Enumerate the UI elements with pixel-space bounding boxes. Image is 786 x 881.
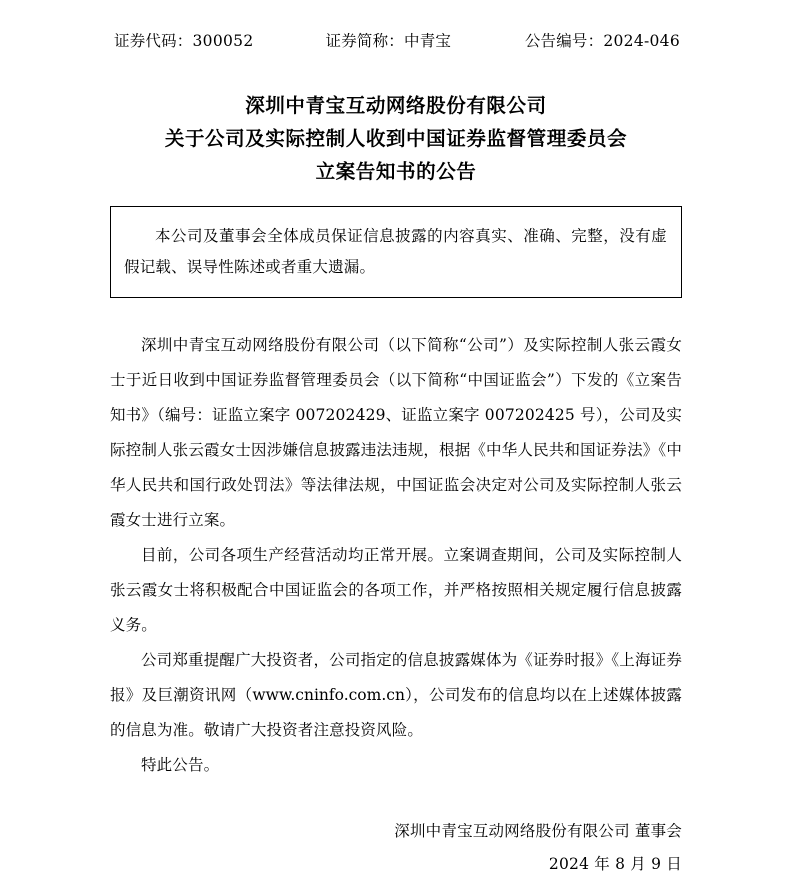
title-line-3: 立案告知书的公告 xyxy=(315,160,477,184)
stock-code-field xyxy=(114,30,254,53)
disclaimer-box xyxy=(110,206,682,298)
paragraph-operations-status: 目前，公司各项生产经营活动均正常开展。立案调查期间，公司及实际控制人张云霞女士将积极配合中国证监会的各项工作，并严格按照相关规定履行信息披露义务。 xyxy=(110,546,682,635)
title-line-2: 关于公司及实际控制人收到中国证券监督管理委员会 xyxy=(164,127,628,151)
announcement-number-label: 公告编号： xyxy=(524,32,604,50)
page-title xyxy=(110,89,682,188)
signature-entity: 深圳中青宝互动网络股份有限公司 董事会 xyxy=(394,822,682,841)
stock-code-label: 证券代码： xyxy=(114,32,193,50)
signature-block xyxy=(110,815,682,881)
announcement-number-field xyxy=(525,30,680,53)
document-header xyxy=(110,0,682,53)
closing-statement: 特此公告。 xyxy=(141,756,220,775)
cninfo-website: www.cninfo.com.cn xyxy=(252,686,405,705)
body-copy xyxy=(110,328,682,783)
stock-name-label: 证券简称： xyxy=(325,32,405,50)
page-content xyxy=(110,0,682,881)
disclaimer-text: 本公司及董事会全体成员保证信息披露的内容真实、准确、完整，没有虚假记载、误导性陈述或者重大遗漏。 xyxy=(124,227,667,277)
title-line-1: 深圳中青宝互动网络股份有限公司 xyxy=(245,94,547,118)
disclosure-media-text-part2: ），公司发布的信息均以在上述媒体披露的信息为准。敬请广大投资者注意投资风险。 xyxy=(110,686,682,740)
disclosure-media-text-part1: 公司郑重提醒广大投资者，公司指定的信息披露媒体为《证券时报》《上海证券报》及巨潮资讯网（ xyxy=(110,651,682,705)
paragraph-filing-notice: 深圳中青宝互动网络股份有限公司（以下简称“公司”）及实际控制人张云霞女士于近日收到中国证券监督管理委员会（以下简称“中国证监会”）下发的《立案告知书》（编号：证监立案字 007202429、证监立案字 007202425 号），公司及实际控制人张云霞女士因涉嫌信息披露违法违规，根据《中华人民共和国证券法》《中华人民共和国行政处罚法》等法律法规，中国证监会决定对公司及实际控制人张云霞女士进行立案。 xyxy=(110,336,682,530)
stock-name-value: 中青宝 xyxy=(404,32,452,50)
stock-name-field xyxy=(326,30,452,53)
signature-date: 2024 年 8 月 9 日 xyxy=(548,855,682,874)
paragraph-disclosure-media xyxy=(110,643,682,748)
announcement-number-value: 2024-046 xyxy=(603,32,680,50)
stock-code-value: 300052 xyxy=(192,32,254,50)
